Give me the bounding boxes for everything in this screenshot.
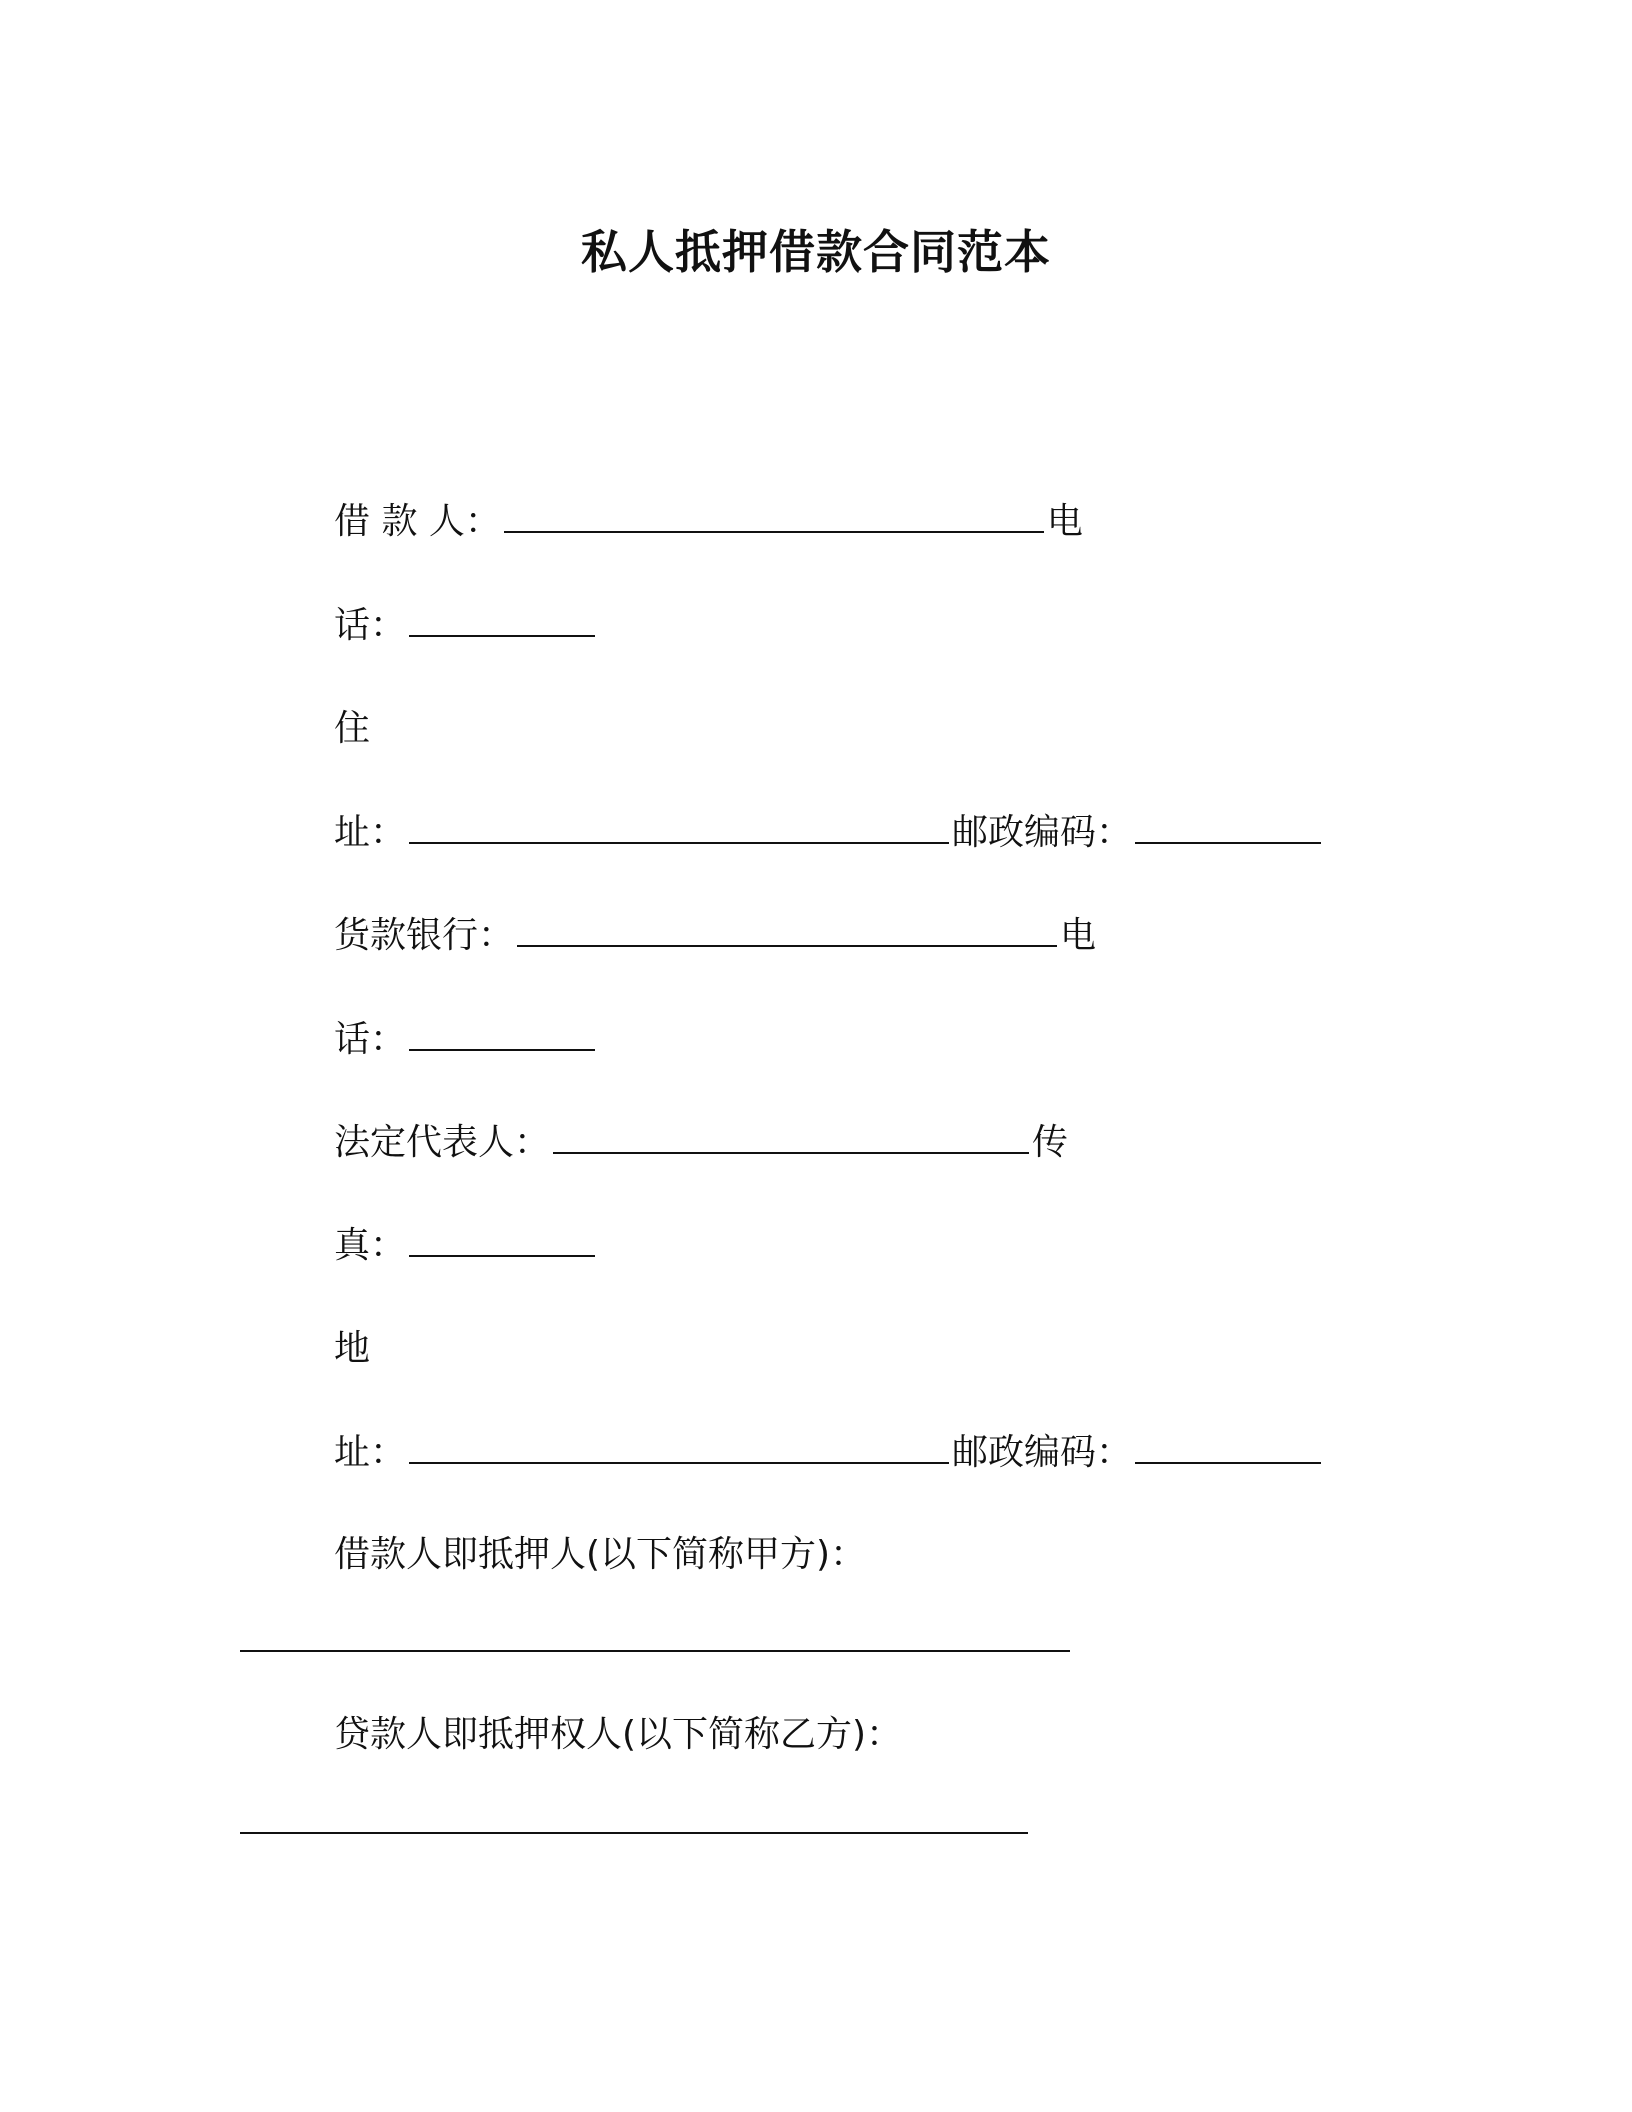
borrower-address-blank[interactable] xyxy=(409,808,949,844)
bank-address-label-start: 地 xyxy=(334,1328,371,1369)
residence-label-start: 住 xyxy=(334,708,371,749)
bank-address-label-line xyxy=(334,1325,370,1373)
party-a-label: 借款人即抵押人(以下简称甲方)： xyxy=(334,1534,867,1575)
bank-address-blank[interactable] xyxy=(409,1428,949,1464)
party-a-blank[interactable] xyxy=(240,1650,1070,1652)
bank-label: 货款银行： xyxy=(334,915,515,956)
party-a-line xyxy=(334,1531,866,1579)
bank-address-label-end: 址： xyxy=(334,1432,407,1473)
bank-phone-label-start: 电 xyxy=(1060,915,1097,956)
fax-blank[interactable] xyxy=(409,1221,595,1257)
party-b-label: 贷款人即抵押权人(以下简称乙方)： xyxy=(334,1714,903,1755)
fax-label-start: 传 xyxy=(1032,1122,1069,1163)
bank-name-blank[interactable] xyxy=(517,911,1057,947)
legal-rep-line xyxy=(334,1118,1068,1167)
party-b-line xyxy=(334,1711,902,1759)
document-title: 私人抵押借款合同范本 xyxy=(581,225,1051,279)
borrower-phone-blank[interactable] xyxy=(409,601,595,637)
bank-postal-code-blank[interactable] xyxy=(1135,1428,1321,1464)
bank-postal-code-label: 邮政编码： xyxy=(952,1432,1133,1473)
phone-label-end: 话： xyxy=(334,605,407,646)
bank-phone-label-end: 话： xyxy=(334,1019,407,1060)
fax-label-end: 真： xyxy=(334,1225,407,1266)
legal-rep-blank[interactable] xyxy=(553,1118,1029,1154)
party-b-blank[interactable] xyxy=(240,1832,1028,1834)
address-label: 址： xyxy=(334,812,407,853)
legal-rep-label: 法定代表人： xyxy=(334,1122,551,1163)
borrower-postal-code-blank[interactable] xyxy=(1135,808,1321,844)
bank-phone-blank[interactable] xyxy=(409,1015,595,1051)
bank-line xyxy=(334,911,1096,960)
bank-phone-line xyxy=(334,1015,598,1064)
borrower-address-line xyxy=(334,808,1324,857)
residence-label-line xyxy=(334,705,370,753)
phone-label-start: 电 xyxy=(1046,501,1083,542)
borrower-line xyxy=(334,497,1083,546)
borrower-label: 借 款 人： xyxy=(334,501,501,542)
borrower-phone-line xyxy=(334,601,598,650)
postal-code-label: 邮政编码： xyxy=(952,812,1133,853)
borrower-name-blank[interactable] xyxy=(504,497,1044,533)
bank-address-line xyxy=(334,1428,1324,1477)
fax-line xyxy=(334,1221,598,1270)
